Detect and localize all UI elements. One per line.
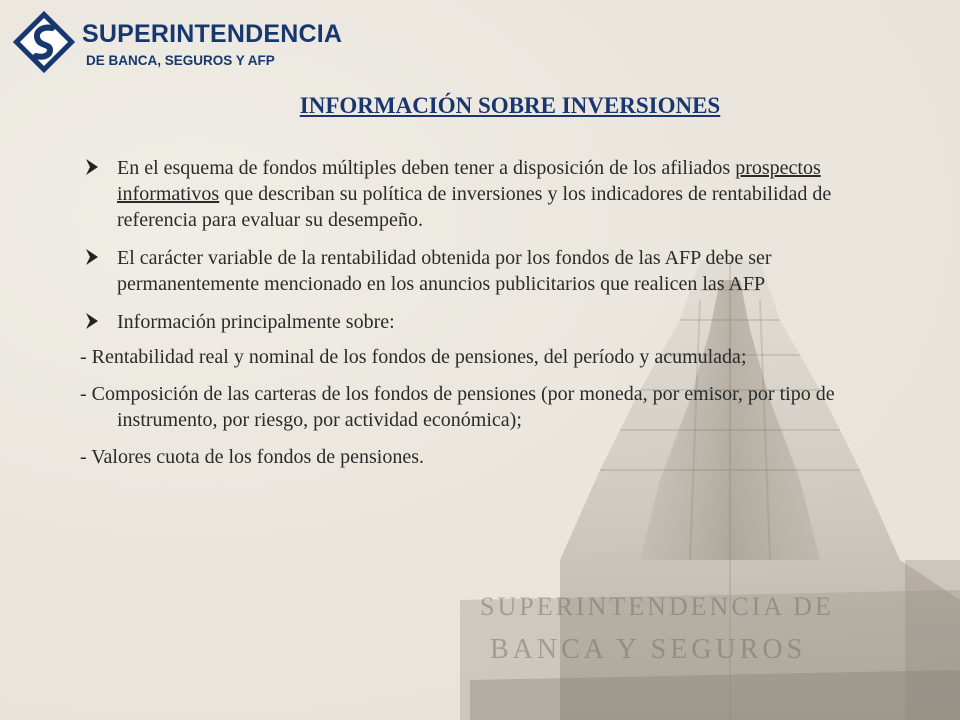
arrow-bullet-icon	[84, 158, 100, 176]
watermark-line1: SUPERINTENDENCIA DE	[480, 592, 834, 621]
watermark-line2: BANCA Y SEGUROS	[490, 634, 807, 665]
arrow-bullet-icon	[84, 248, 100, 266]
bullet-text-before: En el esquema de fondos múltiples deben tener a disposición de los afiliados	[117, 157, 736, 179]
sbs-emblem-icon	[12, 10, 76, 74]
bullet-text-after: que describan su política de inversiones y los indicadores de rentabilidad de referencia para evaluar su desempeño.	[117, 183, 832, 231]
superintendencia-logo	[12, 10, 343, 74]
page-title: INFORMACIÓN SOBRE INVERSIONES	[299, 93, 721, 118]
bullet-item	[80, 245, 890, 297]
dash-list-item: - Rentabilidad real y nominal de los fondos de pensiones, del período y acumulada;	[80, 346, 747, 368]
bullet-item	[80, 309, 890, 335]
logo-subtitle: DE BANCA, SEGUROS Y AFP	[86, 53, 275, 68]
content-body	[80, 155, 890, 481]
dash-list-item: - Valores cuota de los fondos de pensiones.	[80, 446, 425, 468]
dash-list-item: - Composición de las carteras de los fondos de pensiones (por moneda, por emisor, por tipo de instrumento, por riesgo, por actividad económica);	[80, 383, 835, 431]
arrow-bullet-icon	[84, 312, 100, 330]
logo-title: SUPERINTENDENCIA	[82, 20, 343, 48]
bullet-text: El carácter variable de la rentabilidad obtenida por los fondos de las AFP debe ser permanentemente mencionado en los anuncios publicitarios que realicen las AFP	[117, 247, 772, 295]
bullet-item	[80, 155, 890, 233]
bullet-text: Información principalmente sobre:	[117, 311, 395, 333]
prospectos-link-text: prospectos informativos	[117, 157, 821, 205]
